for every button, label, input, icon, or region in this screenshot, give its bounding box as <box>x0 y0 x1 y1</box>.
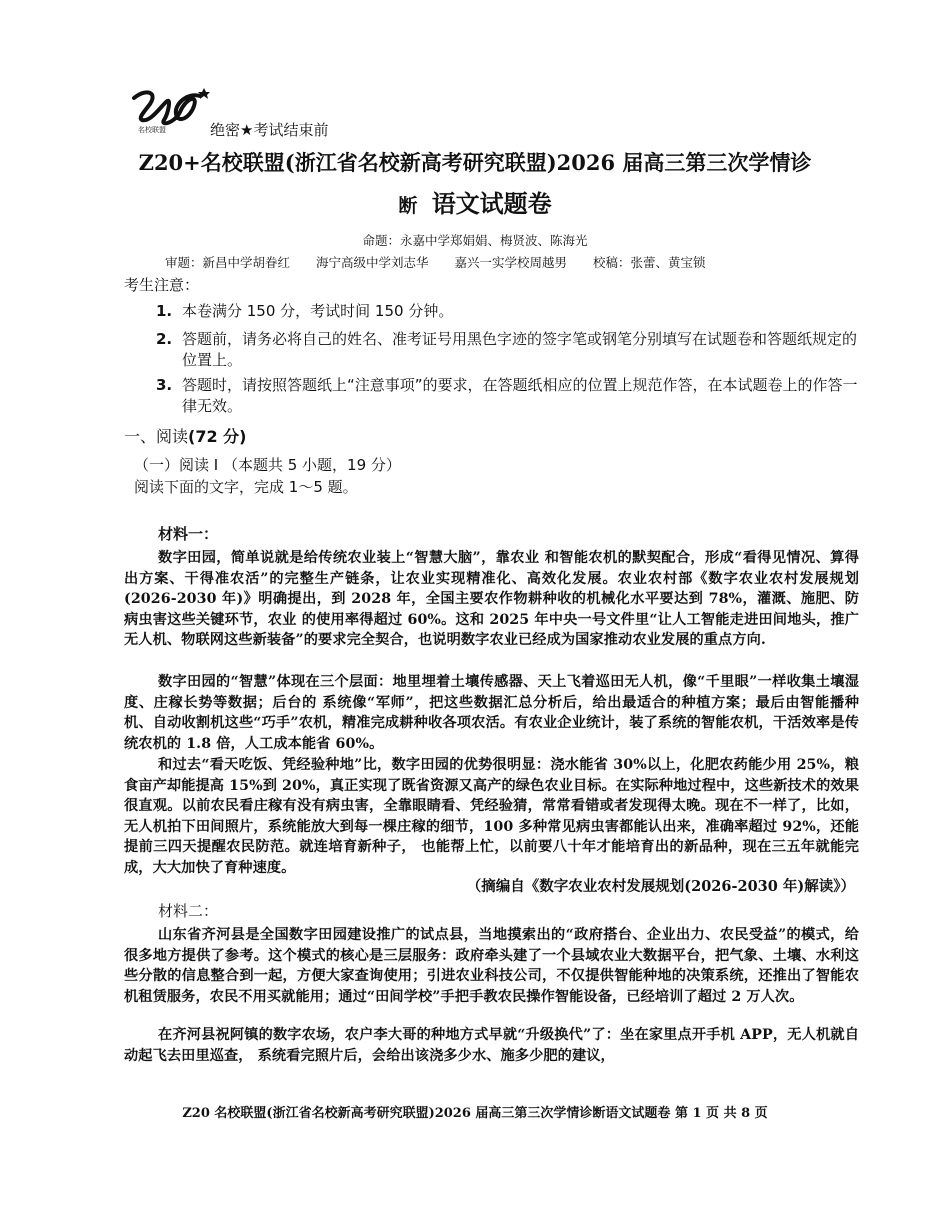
section-title-prefix: 一、阅读 <box>124 427 189 446</box>
notice-item <box>156 329 861 371</box>
paragraph: 数字田园的“智慧”体现在三个层面：地里埋着土壤传感器、天上飞着巡田无人机，像“千里眼”一样收集土壤湿度、庄稼长势等数据；后台的 系统像“军师”，把这些数据汇总分析后，给出最适合的种植方案；最后由智能播种机、自动收割机这些“巧手”农机，精准完成耕种收各项农活。有农业企业统计，装了系统的智能农机，干活效率是传统农机的 1.8 倍，人工成本能省 60%。 <box>124 674 859 752</box>
notice-item <box>156 301 861 322</box>
exam-title-line2 <box>0 184 950 219</box>
notice-text: 本卷满分 150 分，考试时间 150 分钟。 <box>182 302 454 320</box>
secret-label: 绝密★考试结束前 <box>210 121 329 139</box>
logo <box>128 84 212 134</box>
reviewer: 审题：新昌中学胡眷红 <box>165 255 291 270</box>
reviewer: 海宁高级中学刘志华 <box>316 255 429 270</box>
svg-text:名校联盟: 名校联盟 <box>138 126 166 134</box>
title-prefix: 断 <box>398 195 418 217</box>
section-score: (72 分) <box>188 427 247 446</box>
reviewers-line <box>165 253 728 271</box>
paragraph: 在齐河县祝阿镇的数字农场，农户李大哥的种地方式早就“升级换代”了：坐在家里点开手机 APP，无人机就自动起飞去田里巡查， 系统看完照片后，会给出该浇多少水、施多少肥的建议， <box>124 1027 859 1064</box>
section-title <box>124 424 246 447</box>
notice-number: 1. <box>156 302 173 320</box>
notice-text: 答题前，请务必将自己的姓名、准考证号用黑色字迹的签字笔或钢笔分别填写在试题卷和答题纸规定的位置上。 <box>182 330 858 369</box>
material-label: 材料二： <box>158 902 219 920</box>
notice-heading: 考生注意： <box>124 276 200 294</box>
authors-line: 命题：永嘉中学郑娟娟、梅贤波、陈海光 <box>362 233 588 248</box>
page-footer: Z20 名校联盟(浙江省名校新高考研究联盟)2026 届高三第三次学情诊断语文试题卷 第 1 页 共 8 页 <box>182 1106 768 1121</box>
notice-number: 3. <box>156 376 173 394</box>
title-main: 语文试题卷 <box>431 189 552 218</box>
reviewer: 嘉兴一实学校周越男 <box>454 255 568 270</box>
paragraph: 山东省齐河县是全国数字田园建设推广的试点县，当地摸索出的“政府搭台、企业出力、农民受益”的模式，给很多地方提供了参考。这个模式的核心是三层服务：政府牵头建了一个县域农业大数据平台，把气象、土壤、水利这些分散的信息整合到一起，方便大家查询使用；引进农业科技公司，不仅提供智能种地的决策系统，还推出了智能农机租赁服务，农民不用买就能用；通过“田间学校”手把手教农民操作智能设备，已经培训了超过 2 万人次。 <box>124 927 859 1005</box>
paragraph: 数字田园，简单说就是给传统农业装上“智慧大脑”，靠农业 和智能农机的默契配合，形成“看得见情况、算得出方案、干得准农活”的完整生产链条，让农业实现精准化、高效化发展。农业农村部《数字农业农村发展规划(2026-2030 年)》明确提出，到 2028 年，全国主要农作物耕种收的机械化水平要达到 78%，灌溉、施肥、防病虫害这些关键环节，农业 的使用率得超过 60%。这和 2025 年中央一号文件里“让人工智能走进田间地头，推广无人机、物联网这些新装备”的要求完全契合，也说明数字农业已经成为国家推动农业发展的重点方向. <box>124 550 859 648</box>
source-citation: （摘编自《数字农业农村发展规划(2026-2030 年)解读》） <box>466 878 855 895</box>
reviewer: 校稿：张蕾、黄宝锁 <box>593 255 706 270</box>
exam-title-line1: Z20+名校联盟(浙江省名校新高考研究联盟)2026 届高三第三次学情诊 <box>138 150 812 175</box>
paragraph: 和过去“看天吃饭、凭经验种地”比，数字田园的优势很明显：浇水能省 30%以上，化肥农药能少用 25%，粮食亩产却能提高 15%到 20%，真正实现了既省资源又高产的绿色农业目标。在实际种地过程中，这些新技术的效果很直观。以前农民看庄稼有没有病虫害，全靠眼睛看、凭经验猜，常常看错或者发现得太晚。现在不一样了，比如，无人机拍下田间照片，系统能放大到每一棵庄稼的细节，100 多种常见病虫害都能认出来，准确率超过 92%，还能提前三四天提醒农民防范。就连培育新种子， 也能帮上忙，以前要八十年才能培育出的新品种，现在三五年就能完成，大大加快了育种速度。 <box>124 757 859 876</box>
z20-logo-icon <box>128 84 212 134</box>
notice-number: 2. <box>156 330 173 348</box>
notice-text: 答题时，请按照答题纸上“注意事项”的要求，在答题纸相应的位置上规范作答，在本试题卷上的作答一律无效。 <box>182 376 858 415</box>
subsection-instruction: （一）阅读 I （本题共 5 小题，19 分） 阅读下面的文字，完成 1～5 题。 <box>134 456 401 496</box>
notice-item <box>156 375 861 417</box>
material-label: 材料一： <box>158 525 219 543</box>
